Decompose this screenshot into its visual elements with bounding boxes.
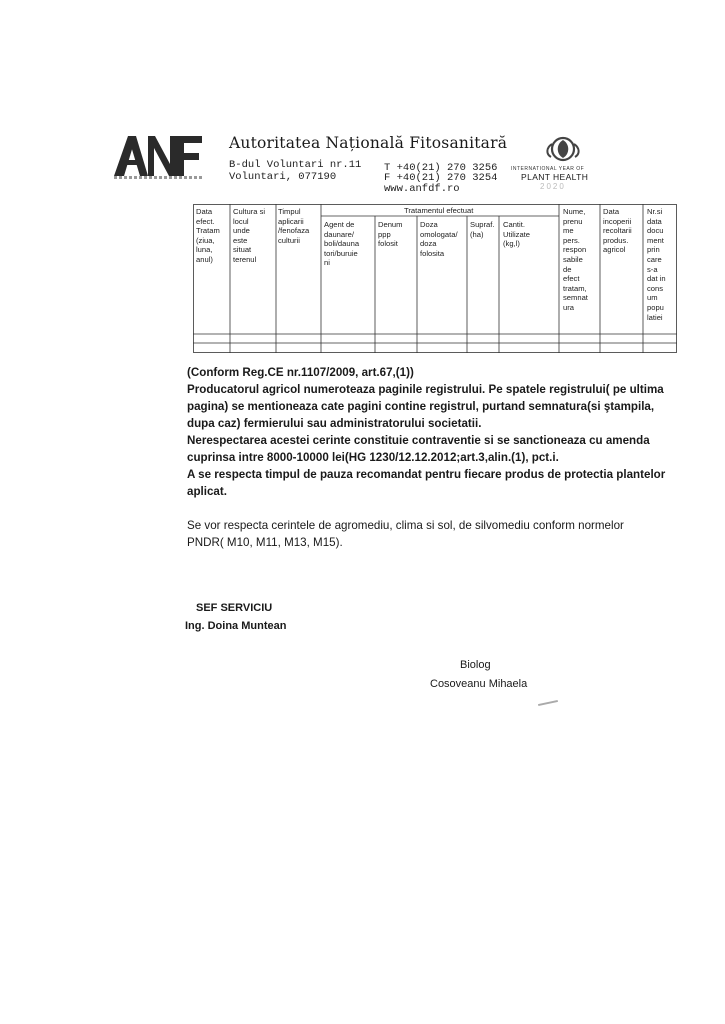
signature-mark [538,700,558,706]
iyph-title: PLANT HEALTH [521,172,589,182]
address-line-1: B-dul Voluntari nr.11 [229,159,362,171]
paragraph-2-line-1: Nerespectarea acestei cerinte constituie contraventie si se sanctioneaza cu amenda [187,434,650,447]
chief-title: SEF SERVICIU [196,602,273,614]
anf-logo [114,136,202,176]
address-line-2: Voluntari, 077190 [229,171,337,183]
header-data-efect: Data efect. Tratam (ziua, luna, anul) [196,207,220,264]
paragraph-1-line-1: Producatorul agricol numeroteaza paginile registrului. Pe spatele registrului( pe ultima [187,383,664,396]
header-data-recoltare: Data incoperii recoltarii produs. agricol [603,207,632,255]
logo-caption-line [114,176,204,179]
paragraph-1-line-2: pagina) se mentioneaza cate pagini contine registrul, purtand semnatura(si ştampila, [187,400,655,413]
paragraph-4-line-1: Se vor respecta cerintele de agromediu, clima si sol, de silvomediu conform normelor [187,519,624,532]
fax-number: F +40(21) 270 3254 [384,172,498,184]
website: www.anfdf.ro [384,183,460,195]
biolog-name: Cosoveanu Mihaela [430,678,528,690]
paragraph-4-line-2: PNDR( M10, M11, M13, M15). [187,536,343,549]
org-title: Autoritatea Națională Fitosanitară [229,134,508,152]
regulation-reference: (Conform Reg.CE nr.1107/2009, art.67,(1)) [187,366,414,379]
biolog-title: Biolog [460,659,491,671]
header-supraf: Supraf. (ha) [470,220,495,239]
paragraph-2-line-2: cuprinsa intre 8000-10000 lei(HG 1230/12.12.2012;art.3,alin.(1), pct.i. [187,451,559,464]
iyph-caption: INTERNATIONAL YEAR OF [511,166,585,172]
paragraph-1-line-3: dupa caz) fermierului sau administratorului societatii. [187,417,482,430]
header-doza: Doza omologata/ doza folosita [420,220,458,258]
paragraph-3-line-2: aplicat. [187,485,227,498]
phone-number: T +40(21) 270 3256 [384,162,498,174]
paragraph-3-line-1: A se respecta timpul de pauza recomandat pentru fiecare produs de protectia plantelor [187,468,666,481]
plant-health-emblem-icon [540,136,586,162]
header-nume: Nume, prenu me pers. respon sabile de efect tratam, semnat ura [563,207,588,312]
header-timpul: Timpul aplicarii /fenofaza culturii [278,207,310,245]
chief-name: Ing. Doina Muntean [185,620,287,632]
header-nr-data: Nr.si data docu ment prin care s-a dat in cons um popu latiei [647,207,666,322]
header-agent: Agent de daunare/ boli/dauna tori/buruie ni [324,220,360,268]
iyph-year: 2020 [540,182,566,191]
header-cantit: Cantit. Utilizate (kg,l) [503,220,531,249]
header-tratament: Tratamentul efectuat [404,206,474,215]
header-cultura: Cultura si locul unde este situat terenul [233,207,266,264]
header-denum: Denum ppp folosit [378,220,403,249]
